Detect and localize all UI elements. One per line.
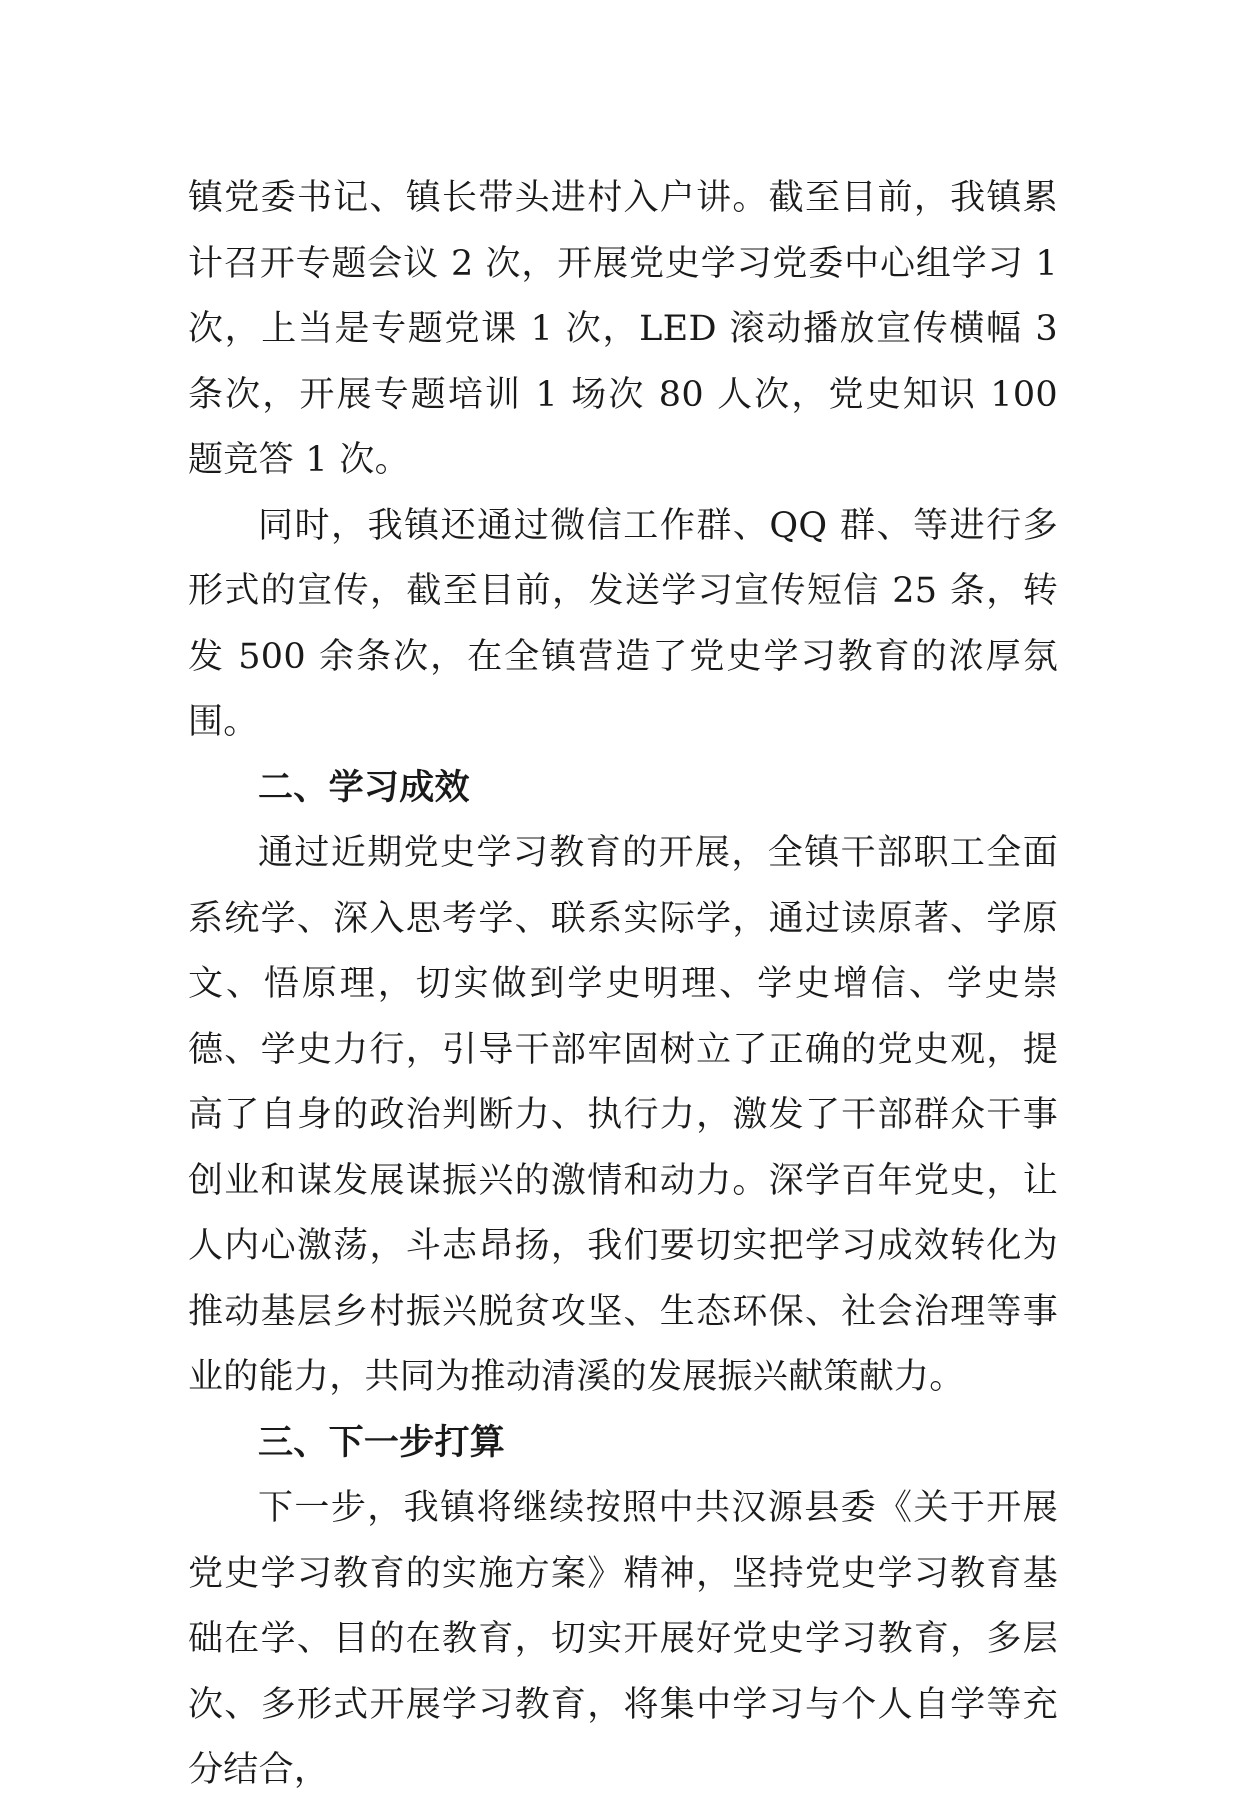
section-heading-results: 二、学习成效 [258,767,470,808]
paragraph-next-steps: 下一步，我镇将继续按照中共汉源县委《关于开展党史学习教育的实施方案》精神，坚持党史学习教育基础在学、目的在教育，切实开展好党史学习教育，多层次、多形式开展学习教育，将集中学习与个人自学等充分结合， [188,1488,1058,1790]
section-heading-next-steps: 三、下一步打算 [258,1422,506,1463]
paragraph-results: 通过近期党史学习教育的开展，全镇干部职工全面系统学、深入思考学、联系实际学，通过读原著、学原文、悟原理，切实做到学史明理、学史增信、学史崇德、学史力行，引导干部牢固树立了正确的党史观，提高了自身的政治判断力、执行力，激发了干部群众干事创业和谋发展谋振兴的激情和动力。深学百年党史，让人内心激荡，斗志昂扬，我们要切实把学习成效转化为推动基层乡村振兴脱贫攻坚、生态环保、社会治理等事业的能力，共同为推动清溪的发展振兴献策献力。 [188,833,1058,1397]
paragraph-publicity: 同时，我镇还通过微信工作群、QQ 群、等进行多形式的宣传，截至目前，发送学习宣传短信 25 条，转发 500 余条次，在全镇营造了党史学习教育的浓厚氛围。 [188,505,1058,742]
document-body [188,166,1058,1804]
paragraph-meetings-summary: 镇党委书记、镇长带头进村入户讲。截至目前，我镇累计召开专题会议 2 次，开展党史学习党委中心组学习 1 次，上当是专题党课 1 次，LED 滚动播放宣传横幅 3 条次，开展专题培训 1 场次 80 人次，党史知识 100 题竞答 1 次。 [188,178,1058,480]
